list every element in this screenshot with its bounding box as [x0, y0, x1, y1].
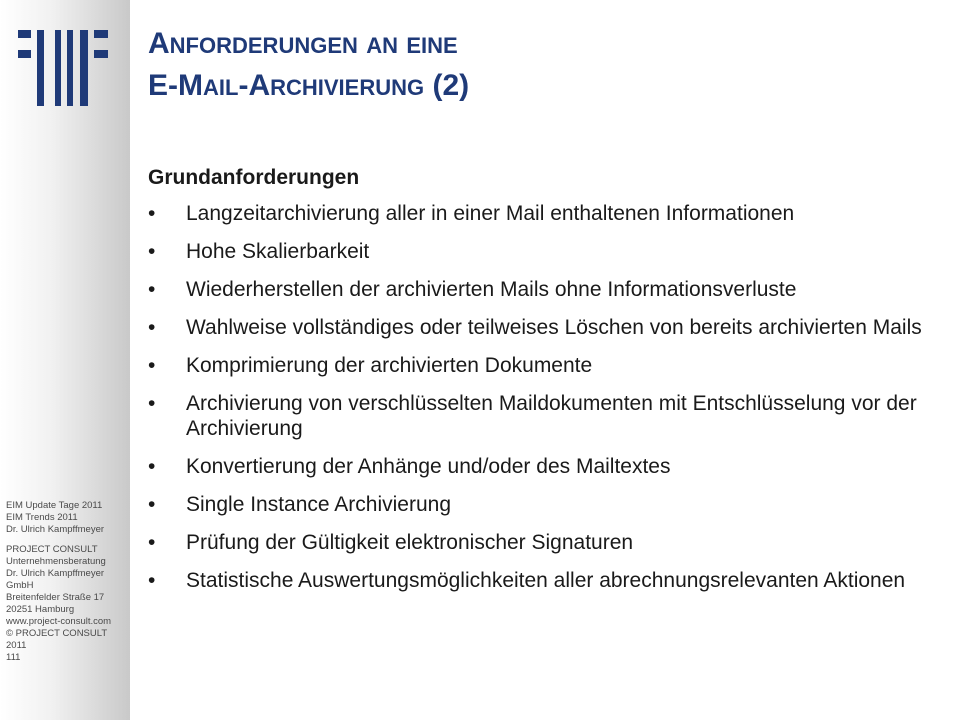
- bullet-item: [148, 492, 938, 517]
- info-line: 20251 Hamburg: [6, 604, 75, 615]
- section-heading: Grundanforderungen: [148, 166, 360, 189]
- bullet-text: Konvertierung der Anhänge und/oder des Mailtextes: [186, 455, 671, 478]
- bullet-text: Langzeitarchivierung aller in einer Mail enthaltenen Informationen: [186, 202, 795, 225]
- title-fragment: RCHIVIERUNG: [270, 75, 425, 100]
- bullet-icon: •: [148, 278, 156, 301]
- info-line: Breitenfelder Straße 17: [6, 592, 105, 603]
- info-line: EIM Trends 2011: [6, 512, 78, 523]
- title-fragment: E-M: [148, 69, 203, 102]
- bullet-icon: •: [148, 240, 156, 263]
- bullet-icon: •: [148, 392, 156, 415]
- bullet-item: [148, 315, 938, 340]
- info-line: Dr. Ulrich Kampffmeyer: [6, 524, 105, 535]
- sidebar-info: [6, 500, 128, 664]
- title-fragment: AIL: [203, 75, 239, 100]
- bullet-text: Statistische Auswertungsmöglichkeiten aller abrechnungsrelevanten Aktionen: [186, 569, 906, 592]
- event-info: [6, 500, 128, 536]
- bullet-item: [148, 454, 938, 479]
- info-line: Dr. Ulrich Kampffmeyer GmbH: [6, 568, 105, 591]
- slide-content: [148, 164, 938, 606]
- bullet-item: [148, 568, 938, 593]
- bullet-icon: •: [148, 493, 156, 516]
- bullet-item: [148, 530, 938, 555]
- info-line: www.project-consult.com: [6, 616, 112, 627]
- title-fragment: [358, 27, 366, 60]
- title-fragment: EINE: [406, 33, 458, 58]
- slide-title: [148, 24, 928, 108]
- bullet-item: [148, 391, 938, 441]
- company-info: [6, 544, 128, 652]
- bullet-icon: •: [148, 455, 156, 478]
- title-fragment: (2): [424, 69, 470, 102]
- bullet-item: [148, 353, 938, 378]
- bullet-icon: •: [148, 316, 156, 339]
- bullet-text: Hohe Skalierbarkeit: [186, 240, 370, 263]
- page-number: 111: [6, 652, 21, 663]
- bullet-text: Prüfung der Gültigkeit elektronischer Signaturen: [186, 531, 634, 554]
- bullet-icon: •: [148, 569, 156, 592]
- title-line-1: [148, 24, 928, 66]
- bullet-text: Komprimierung der archivierten Dokumente: [186, 354, 593, 377]
- bullet-icon: •: [148, 354, 156, 377]
- info-line: Unternehmensberatung: [6, 556, 106, 567]
- bullet-icon: •: [148, 202, 156, 225]
- bullet-text: Archivierung von verschlüsselten Maildokumenten mit Entschlüsselung vor der Archivierung: [186, 392, 917, 440]
- bullet-item: [148, 277, 938, 302]
- eif-logo-icon: [18, 30, 108, 106]
- bullet-item: [148, 201, 938, 226]
- info-line: EIM Update Tage 2011: [6, 500, 103, 511]
- info-line: PROJECT CONSULT: [6, 544, 98, 555]
- bullet-text: Wiederherstellen der archivierten Mails ohne Informationsverluste: [186, 278, 797, 301]
- bullet-list: [148, 201, 938, 593]
- info-line: © PROJECT CONSULT 2011: [6, 628, 107, 651]
- title-line-2: [148, 66, 928, 108]
- title-fragment: AN: [366, 33, 399, 58]
- title-fragment: NFORDERUNGEN: [169, 33, 358, 58]
- bullet-text: Single Instance Archivierung: [186, 493, 451, 516]
- title-fragment: -A: [238, 69, 271, 102]
- bullet-item: [148, 239, 938, 264]
- bullet-text: Wahlweise vollständiges oder teilweises Löschen von bereits archivierten Mails: [186, 316, 922, 339]
- title-fragment: A: [148, 27, 170, 60]
- bullet-icon: •: [148, 531, 156, 554]
- sidebar: [0, 0, 130, 720]
